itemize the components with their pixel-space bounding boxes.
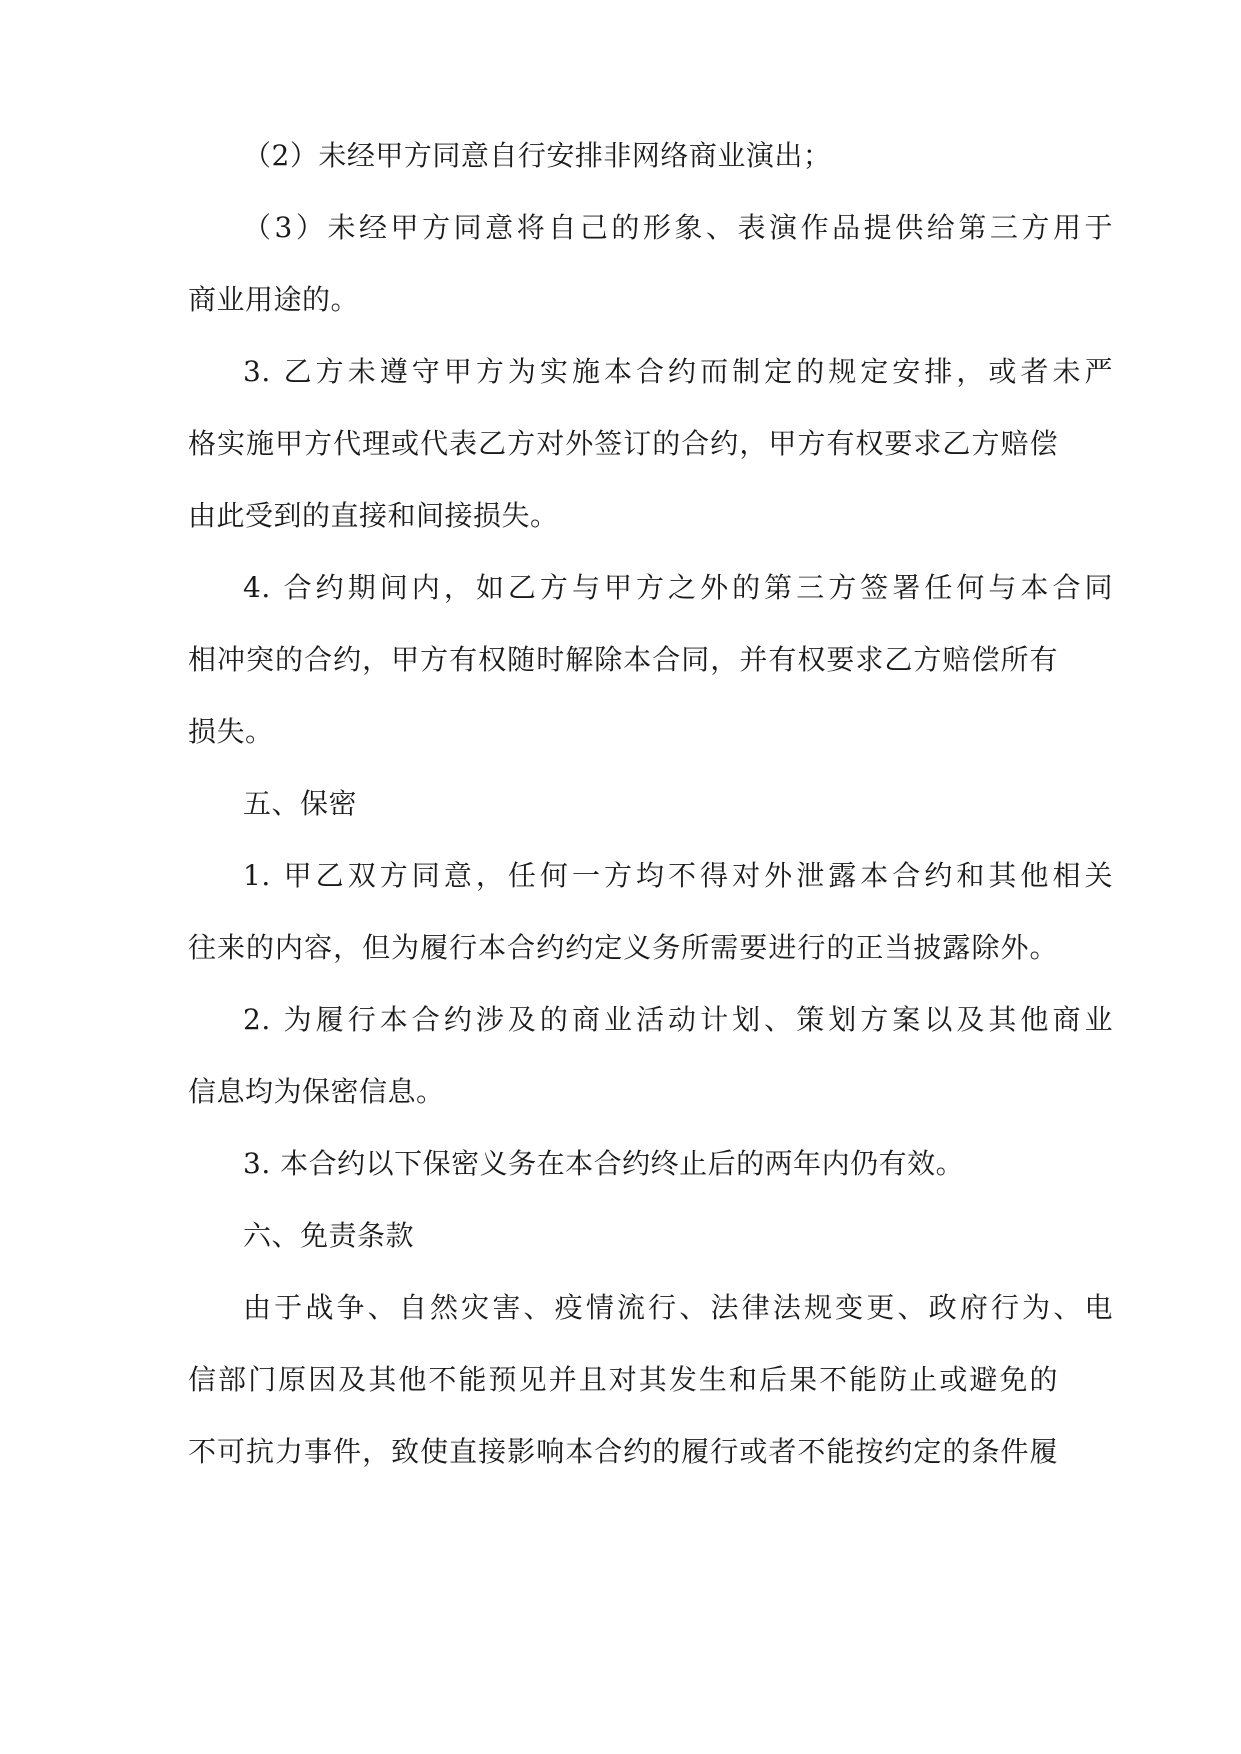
clause-6-line-2: 信部门原因及其他不能预见并且对其发生和后果不能防止或避免的 <box>188 1363 1058 1396</box>
clause-4-2-item-3-line-2: 商业用途的。 <box>188 283 360 316</box>
clause-5-2-line-1: 2. 为履行本合约涉及的商业活动计划、策划方案以及其他商业 <box>243 1003 1113 1036</box>
clause-4-3-line-2: 格实施甲方代理或代表乙方对外签订的合约，甲方有权要求乙方赔偿 <box>188 427 1058 460</box>
section-heading-disclaimer: 六、免责条款 <box>243 1219 415 1252</box>
clause-4-3-line-1: 3. 乙方未遵守甲方为实施本合约而制定的规定安排，或者未严 <box>243 355 1113 388</box>
clause-6-line-1: 由于战争、自然灾害、疫情流行、法律法规变更、政府行为、电 <box>243 1291 1113 1324</box>
clause-4-2-item-3-line-1: （3）未经甲方同意将自己的形象、表演作品提供给第三方用于 <box>243 211 1113 244</box>
clause-4-2-item-2: （2）未经甲方同意自行安排非网络商业演出； <box>243 139 832 172</box>
clause-4-4-line-1: 4. 合约期间内，如乙方与甲方之外的第三方签署任何与本合同 <box>243 571 1113 604</box>
clause-5-1-line-2: 往来的内容，但为履行本合约约定义务所需要进行的正当披露除外。 <box>188 931 1058 964</box>
clause-5-3: 3. 本合约以下保密义务在本合约终止后的两年内仍有效。 <box>243 1147 965 1180</box>
clause-4-4-line-3: 损失。 <box>188 715 274 748</box>
clause-6-line-3: 不可抗力事件，致使直接影响本合约的履行或者不能按约定的条件履 <box>188 1435 1058 1468</box>
clause-5-2-line-2: 信息均为保密信息。 <box>188 1075 445 1108</box>
clause-4-3-line-3: 由此受到的直接和间接损失。 <box>188 499 559 532</box>
clause-5-1-line-1: 1. 甲乙双方同意，任何一方均不得对外泄露本合约和其他相关 <box>243 859 1113 892</box>
clause-4-4-line-2: 相冲突的合约，甲方有权随时解除本合同，并有权要求乙方赔偿所有 <box>188 643 1058 676</box>
section-heading-confidentiality: 五、保密 <box>243 787 358 820</box>
